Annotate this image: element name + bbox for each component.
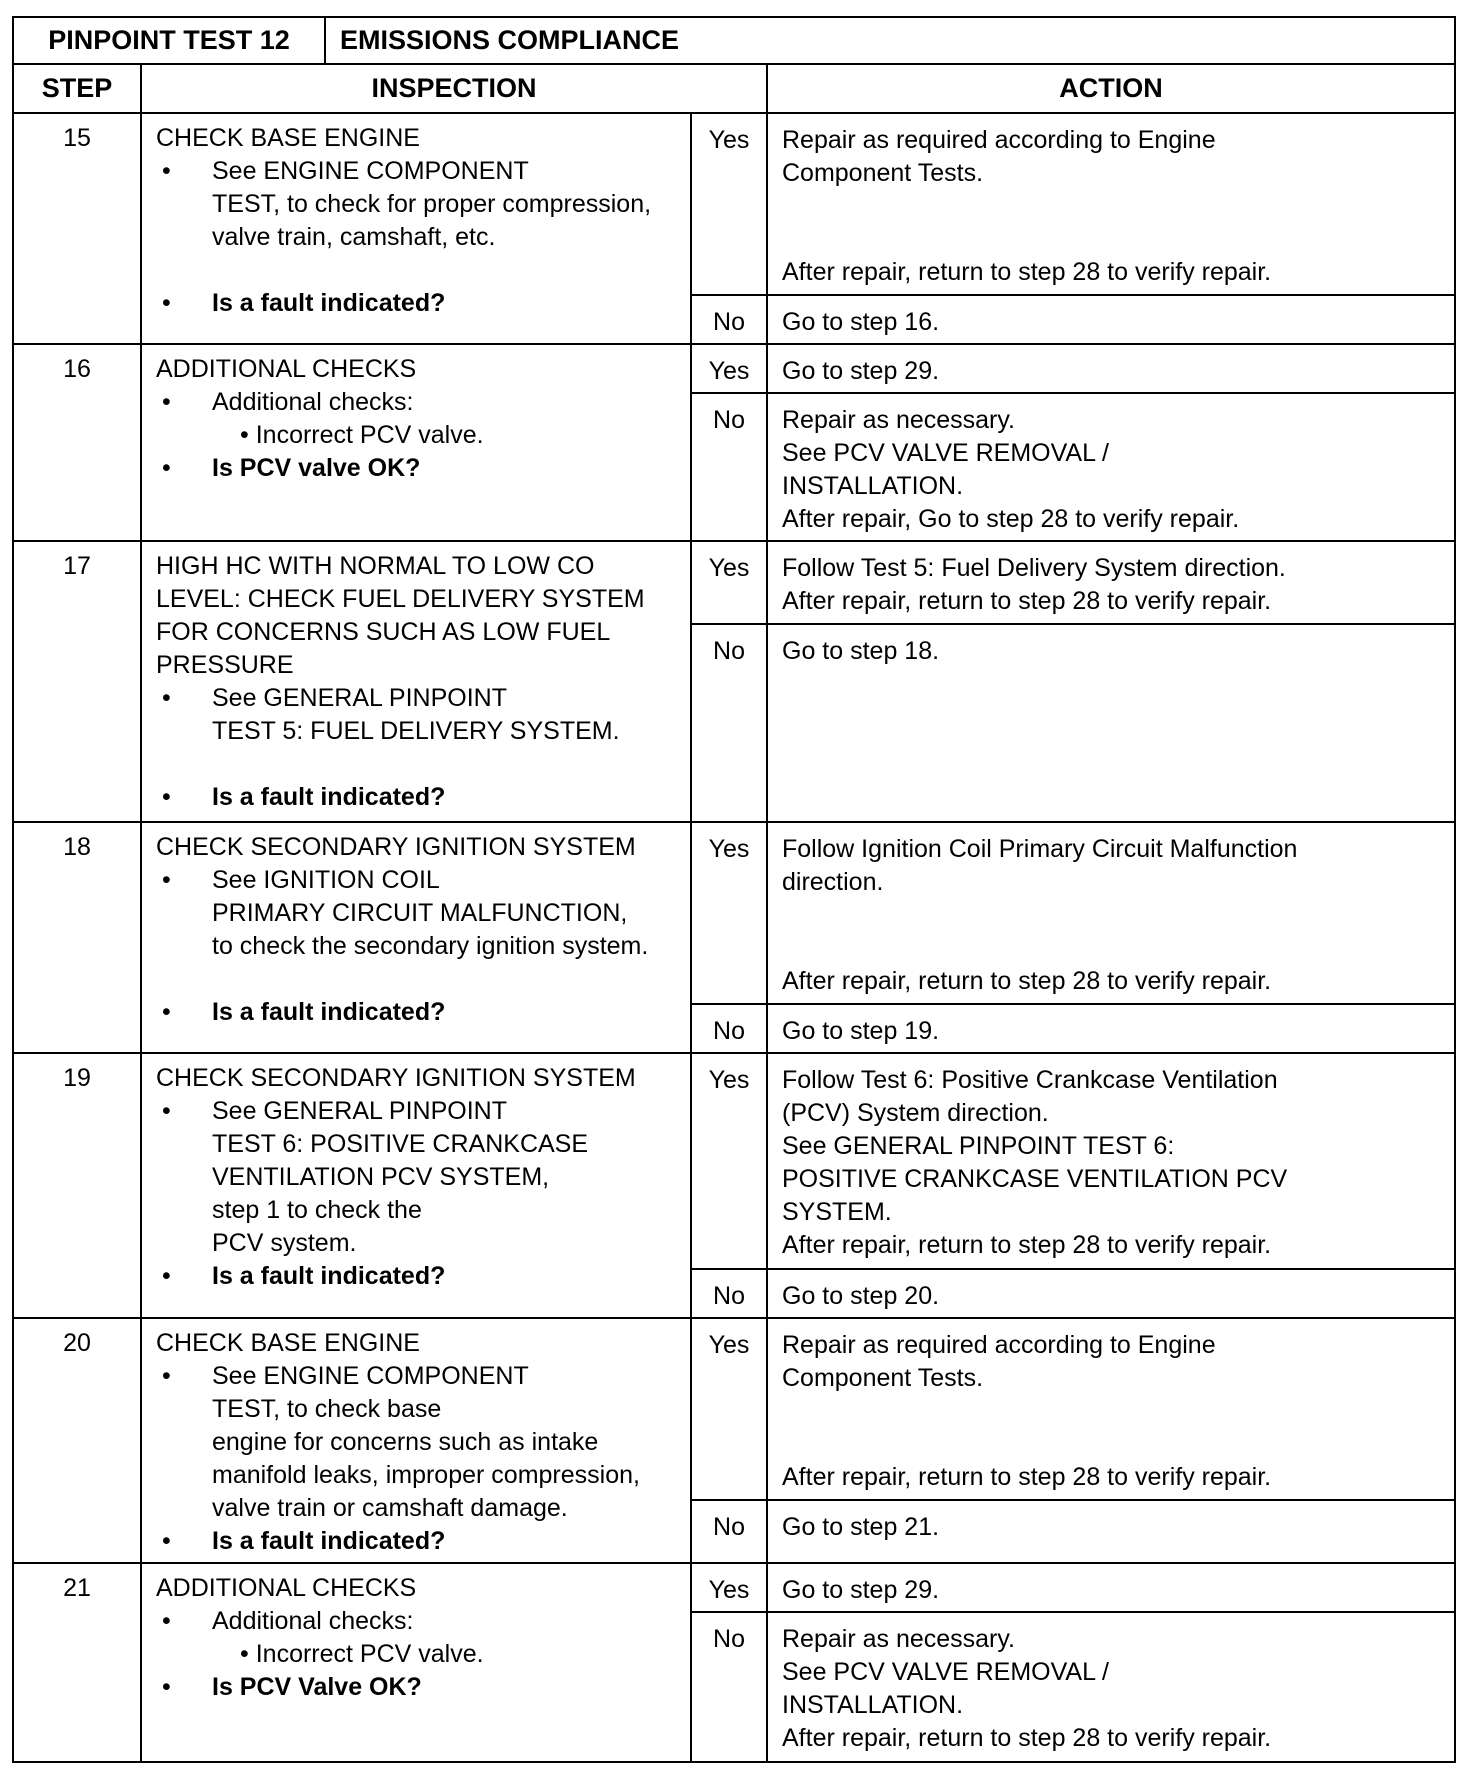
inspection-line: step 1 to check the <box>212 1196 422 1224</box>
action-line: Component Tests. <box>782 159 984 187</box>
inspection-line: See ENGINE COMPONENT <box>212 157 529 185</box>
action-line: Go to step 19. <box>782 1017 940 1045</box>
action-line: Repair as required according to Engine <box>782 1331 1216 1359</box>
inspection-line: valve train, camshaft, etc. <box>212 223 496 251</box>
step-row <box>13 822 1455 1004</box>
bullet-item <box>156 1095 676 1260</box>
step-number: 20 <box>13 1318 141 1563</box>
test-label: PINPOINT TEST 12 <box>13 17 325 64</box>
bullet-item <box>156 1360 676 1525</box>
no-label: No <box>691 1269 767 1318</box>
inspection-line: to check the secondary ignition system. <box>212 932 649 960</box>
action-line: INSTALLATION. <box>782 1691 964 1719</box>
inspection-line: See ENGINE COMPONENT <box>212 1362 529 1390</box>
bullet-icon: • <box>240 1640 249 1668</box>
sub-item-text: Incorrect PCV valve. <box>255 421 484 449</box>
action-line: Repair as necessary. <box>782 1625 1015 1653</box>
inspection-cell <box>141 822 691 1053</box>
inspection-line: TEST, to check for proper compression, <box>212 190 652 218</box>
action-line: (PCV) System direction. <box>782 1099 1049 1127</box>
yes-action <box>767 344 1455 393</box>
bullet-icon: • <box>162 684 171 712</box>
question-text: Is PCV Valve OK? <box>212 1673 422 1701</box>
bullet-icon: • <box>162 1262 171 1290</box>
question-text: Is PCV valve OK? <box>212 454 421 482</box>
yes-action <box>767 541 1455 624</box>
yes-action <box>767 113 1455 295</box>
no-label: No <box>691 1004 767 1053</box>
inspection-line: engine for concerns such as intake <box>212 1428 599 1456</box>
step-number: 21 <box>13 1563 141 1762</box>
yes-label: Yes <box>691 1053 767 1269</box>
bullet-icon: • <box>162 388 171 416</box>
action-line: Repair as required according to Engine <box>782 126 1216 154</box>
inspection-cell <box>141 344 691 541</box>
bullet-icon: • <box>240 421 249 449</box>
action-line: POSITIVE CRANKCASE VENTILATION PCV <box>782 1165 1288 1193</box>
sub-item <box>156 1638 676 1671</box>
inspection-line: Additional checks: <box>212 1607 414 1635</box>
no-label: No <box>691 1500 767 1563</box>
inspection-cell <box>141 1053 691 1318</box>
action-line: direction. <box>782 868 884 896</box>
question-text: Is a fault indicated? <box>212 998 446 1026</box>
inspection-line: TEST, to check base <box>212 1395 442 1423</box>
step-row <box>13 1053 1455 1269</box>
action-line: See PCV VALVE REMOVAL / <box>782 1658 1109 1686</box>
inspection-line: See GENERAL PINPOINT <box>212 684 507 712</box>
step-row <box>13 1563 1455 1612</box>
bullet-item <box>156 682 676 748</box>
inspection-heading: ADDITIONAL CHECKS <box>156 355 417 383</box>
inspection-cell <box>141 113 691 344</box>
question-text: Is a fault indicated? <box>212 1527 446 1555</box>
bullet-icon: • <box>162 157 171 185</box>
no-action <box>767 624 1455 822</box>
inspection-line: PRIMARY CIRCUIT MALFUNCTION, <box>212 899 628 927</box>
column-header-row <box>13 64 1455 113</box>
bullet-icon: • <box>162 1673 171 1701</box>
question-text: Is a fault indicated? <box>212 289 446 317</box>
test-title: EMISSIONS COMPLIANCE <box>325 17 1455 64</box>
action-line: See PCV VALVE REMOVAL / <box>782 439 1109 467</box>
inspection-line: See GENERAL PINPOINT <box>212 1097 507 1125</box>
inspection-heading: CHECK BASE ENGINE <box>156 124 420 152</box>
no-action <box>767 1004 1455 1053</box>
bullet-item <box>156 1605 676 1638</box>
inspection-line: manifold leaks, improper compression, <box>212 1461 640 1489</box>
action-line: After repair, return to step 28 to verify repair. <box>782 258 1272 286</box>
no-action <box>767 393 1455 541</box>
action-line: After repair, return to step 28 to verify repair. <box>782 1463 1272 1491</box>
step-row <box>13 113 1455 295</box>
inspection-heading: CHECK BASE ENGINE <box>156 1329 420 1357</box>
inspection-cell <box>141 1563 691 1762</box>
inspection-line: Additional checks: <box>212 388 414 416</box>
yes-action <box>767 1053 1455 1269</box>
step-number: 17 <box>13 541 141 822</box>
yes-action <box>767 1563 1455 1612</box>
yes-label: Yes <box>691 541 767 624</box>
bullet-icon: • <box>162 1527 171 1555</box>
inspection-cell <box>141 541 691 822</box>
question-text: Is a fault indicated? <box>212 783 446 811</box>
bullet-icon: • <box>162 454 171 482</box>
action-line: Follow Test 6: Positive Crankcase Ventilation <box>782 1066 1278 1094</box>
action-line: Go to step 20. <box>782 1282 940 1310</box>
step-number: 18 <box>13 822 141 1053</box>
no-action <box>767 1612 1455 1762</box>
step-number: 16 <box>13 344 141 541</box>
inspection-heading: CHECK SECONDARY IGNITION SYSTEM <box>156 833 636 861</box>
inspection-heading: ADDITIONAL CHECKS <box>156 1574 417 1602</box>
question-item <box>156 1260 676 1293</box>
question-text: Is a fault indicated? <box>212 1262 446 1290</box>
inspection-heading: CHECK SECONDARY IGNITION SYSTEM <box>156 1064 636 1092</box>
step-number: 19 <box>13 1053 141 1318</box>
action-line: SYSTEM. <box>782 1198 892 1226</box>
no-label: No <box>691 393 767 541</box>
inspection-line: PCV system. <box>212 1229 357 1257</box>
action-line: See GENERAL PINPOINT TEST 6: <box>782 1132 1175 1160</box>
bullet-item <box>156 155 676 254</box>
no-action <box>767 1500 1455 1563</box>
pinpoint-test-document <box>12 16 1456 1763</box>
inspection-line: See IGNITION COIL <box>212 866 440 894</box>
inspection-cell <box>141 1318 691 1563</box>
question-item <box>156 1671 676 1704</box>
step-row <box>13 1318 1455 1500</box>
bullet-icon: • <box>162 783 171 811</box>
action-line: Follow Ignition Coil Primary Circuit Malfunction <box>782 835 1298 863</box>
bullet-icon: • <box>162 289 171 317</box>
action-line: After repair, return to step 28 to verify repair. <box>782 1231 1272 1259</box>
no-action <box>767 1269 1455 1318</box>
action-line: After repair, return to step 28 to verify repair. <box>782 587 1272 615</box>
bullet-icon: • <box>162 866 171 894</box>
inspection-line: VENTILATION PCV SYSTEM, <box>212 1163 550 1191</box>
question-item <box>156 781 676 814</box>
no-action <box>767 295 1455 344</box>
yes-label: Yes <box>691 1563 767 1612</box>
yes-label: Yes <box>691 113 767 295</box>
column-step: STEP <box>13 64 141 113</box>
question-item <box>156 996 676 1029</box>
action-line: Go to step 18. <box>782 637 940 665</box>
step-row <box>13 541 1455 624</box>
yes-label: Yes <box>691 1318 767 1500</box>
action-line: Go to step 29. <box>782 357 940 385</box>
inspection-line: TEST 6: POSITIVE CRANKCASE <box>212 1130 589 1158</box>
no-label: No <box>691 624 767 822</box>
action-line: Repair as necessary. <box>782 406 1015 434</box>
yes-action <box>767 1318 1455 1500</box>
action-line: INSTALLATION. <box>782 472 964 500</box>
inspection-heading: HIGH HC WITH NORMAL TO LOW CO LEVEL: CHECK FUEL DELIVERY SYSTEM FOR CONCERNS SUCH AS LOW FUEL PRESSURE <box>156 552 645 679</box>
action-line: Go to step 29. <box>782 1576 940 1604</box>
no-label: No <box>691 295 767 344</box>
sub-item <box>156 419 676 452</box>
bullet-item <box>156 386 676 419</box>
title-row <box>13 17 1455 64</box>
bullet-icon: • <box>162 998 171 1026</box>
action-line: Go to step 21. <box>782 1513 940 1541</box>
action-line: Go to step 16. <box>782 308 940 336</box>
bullet-item <box>156 864 676 963</box>
action-line: After repair, return to step 28 to verify repair. <box>782 1724 1272 1752</box>
action-line: Follow Test 5: Fuel Delivery System direction. <box>782 554 1286 582</box>
inspection-line: valve train or camshaft damage. <box>212 1494 568 1522</box>
step-number: 15 <box>13 113 141 344</box>
no-label: No <box>691 1612 767 1762</box>
question-item <box>156 1525 676 1558</box>
step-row <box>13 344 1455 393</box>
sub-item-text: Incorrect PCV valve. <box>255 1640 484 1668</box>
yes-label: Yes <box>691 344 767 393</box>
action-line: After repair, Go to step 28 to verify repair. <box>782 505 1240 533</box>
bullet-icon: • <box>162 1607 171 1635</box>
inspection-line: TEST 5: FUEL DELIVERY SYSTEM. <box>212 717 620 745</box>
question-item <box>156 452 676 485</box>
bullet-icon: • <box>162 1362 171 1390</box>
action-line: Component Tests. <box>782 1364 984 1392</box>
yes-label: Yes <box>691 822 767 1004</box>
bullet-icon: • <box>162 1097 171 1125</box>
column-inspection: INSPECTION <box>141 64 767 113</box>
action-line: After repair, return to step 28 to verify repair. <box>782 967 1272 995</box>
column-action: ACTION <box>767 64 1455 113</box>
question-item <box>156 287 676 320</box>
pinpoint-table <box>12 16 1456 1763</box>
yes-action <box>767 822 1455 1004</box>
